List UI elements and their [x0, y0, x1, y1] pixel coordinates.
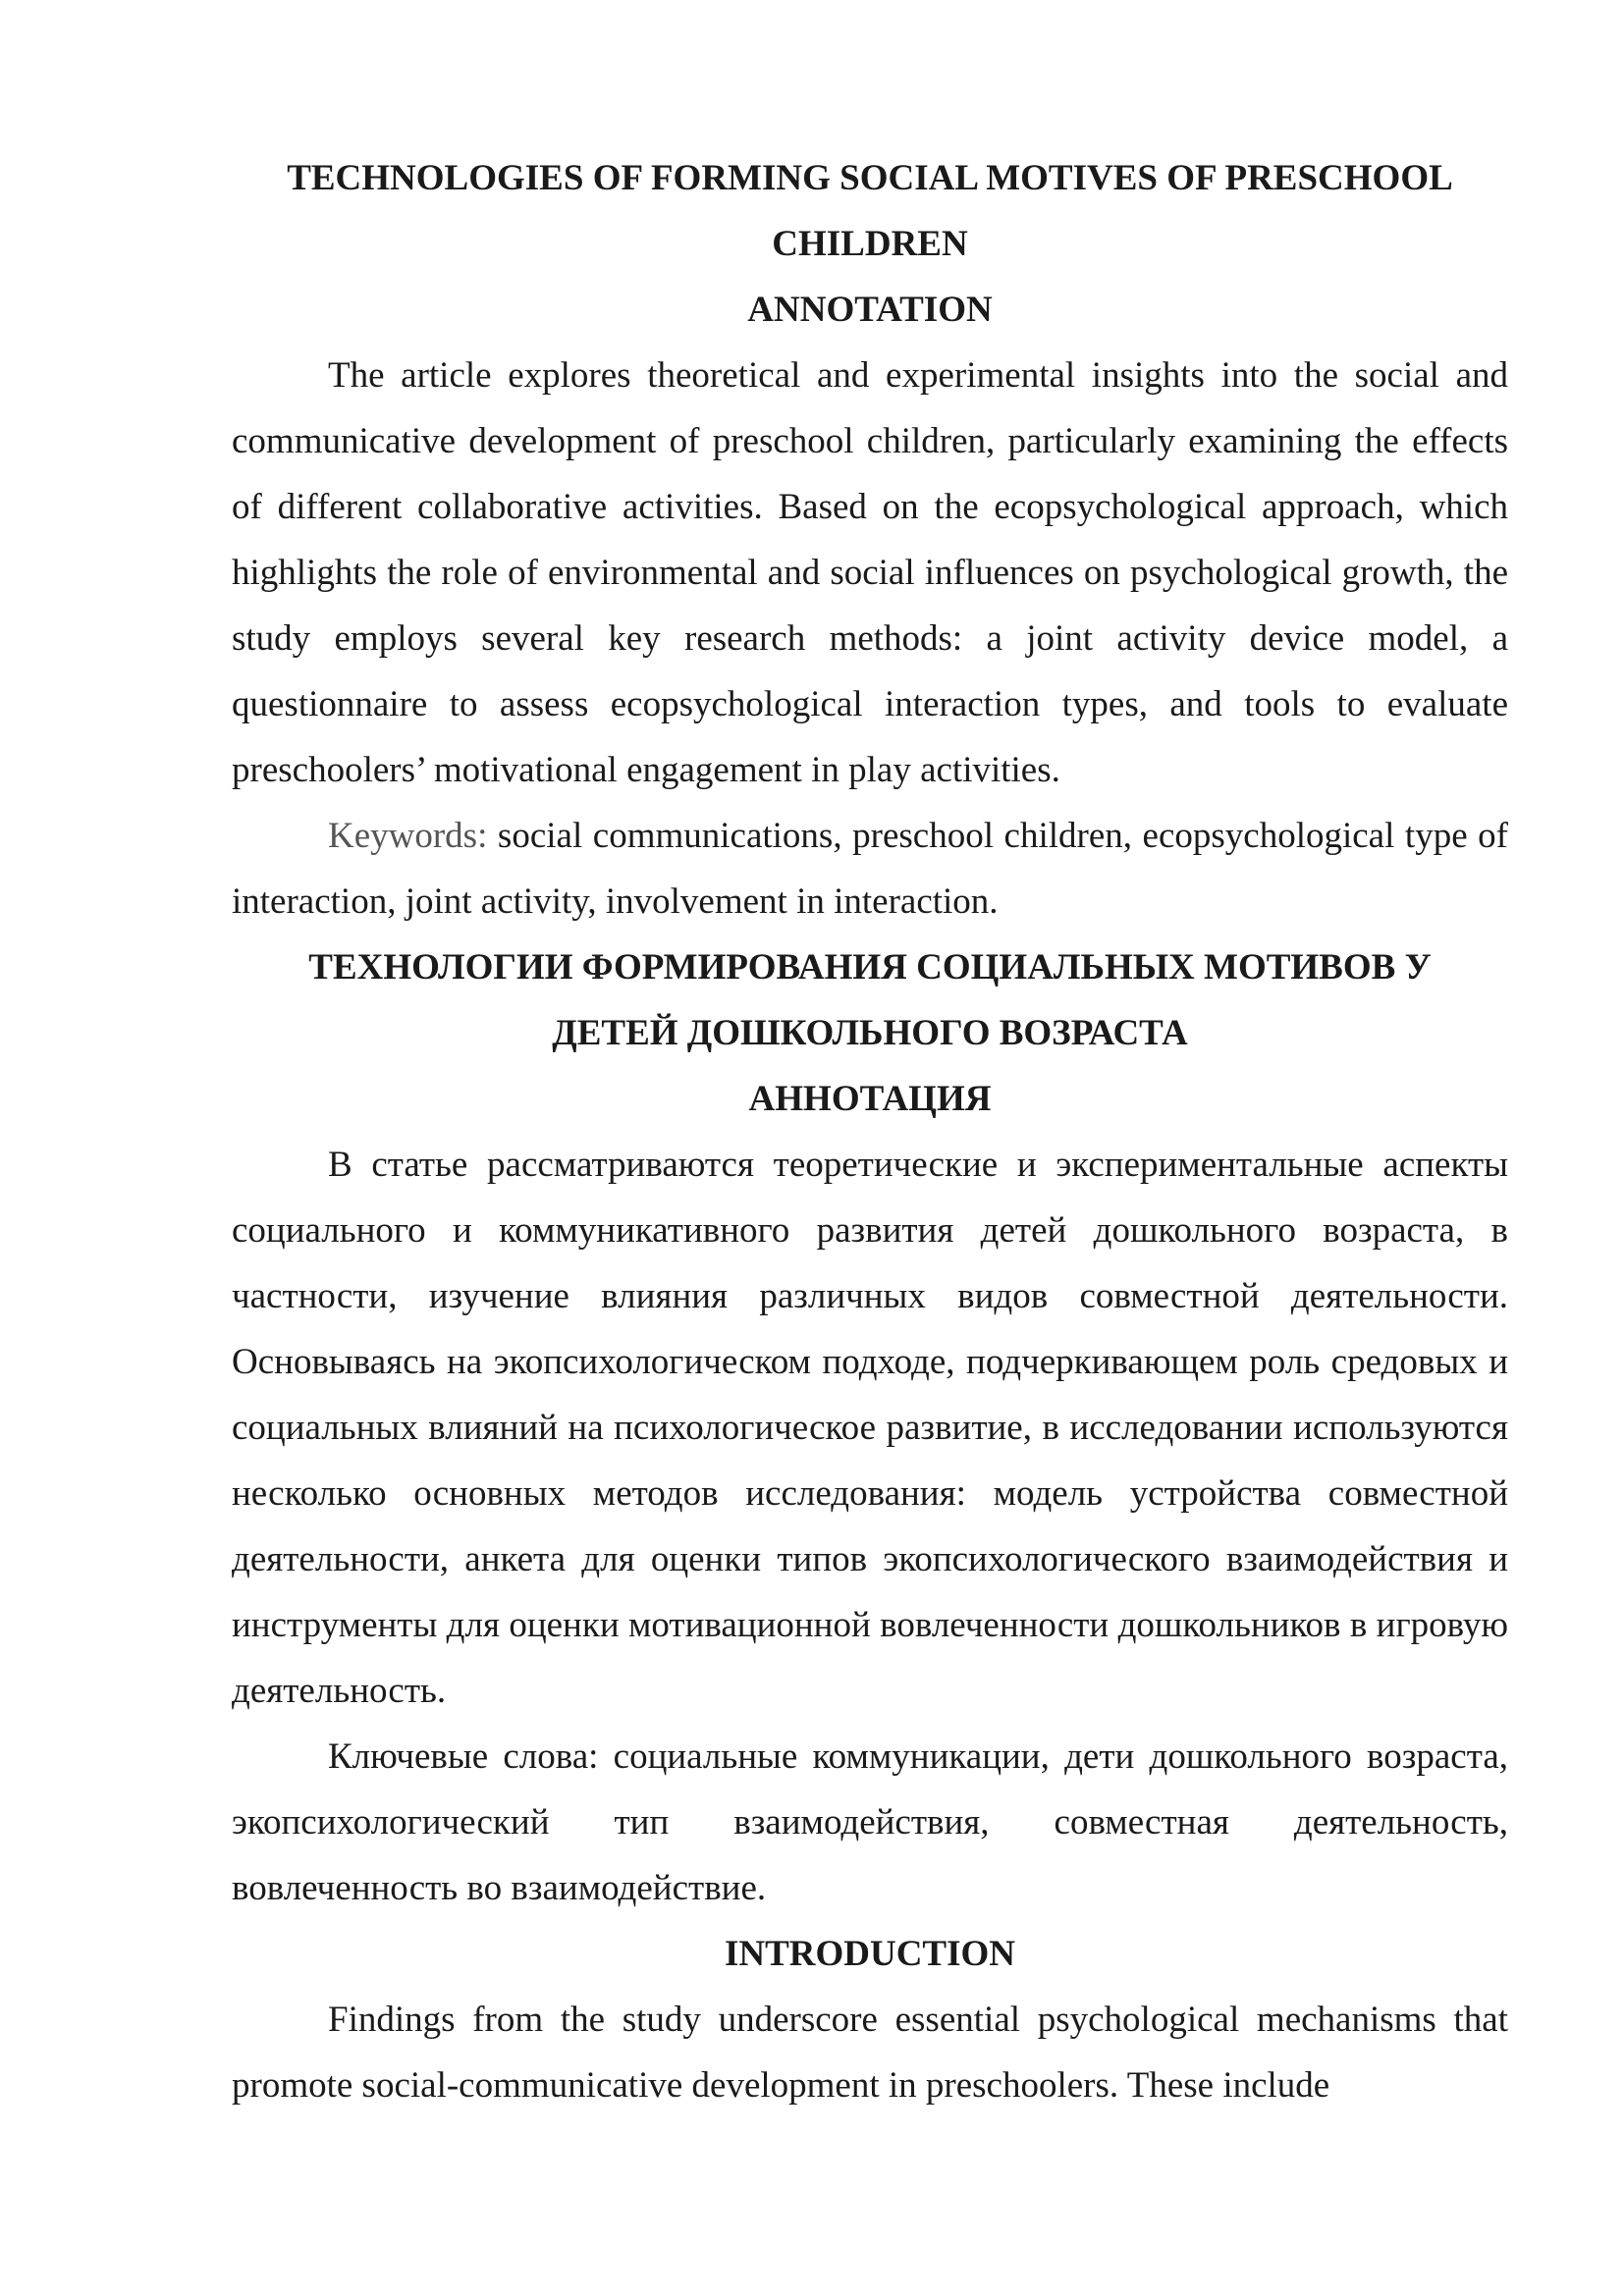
- english-keywords-text: social communications, preschool children, ecopsychological type of interaction, joint activity, involvement in interaction.: [232, 816, 1508, 922]
- english-annotation-heading: ANNOTATION: [747, 290, 993, 330]
- introduction-heading: INTRODUCTION: [724, 1934, 1016, 1974]
- introduction-text: Findings from the study underscore essential psychological mechanisms that promote social-communicative development in preschoolers. These include: [232, 2000, 1508, 2106]
- russian-title-line-2: ДЕТЕЙ ДОШКОЛЬНОГО ВОЗРАСТА: [552, 1013, 1188, 1053]
- english-title-line-2: CHILDREN: [772, 224, 968, 264]
- document-page: [232, 145, 1508, 2118]
- english-keywords: [232, 803, 1508, 934]
- english-title-line-1: TECHNOLOGIES OF FORMING SOCIAL MOTIVES OF PRESCHOOL: [287, 158, 1453, 198]
- russian-annotation-text: В статье рассматриваются теоретические и экспериментальные аспекты социального и коммуникативного развития детей дошкольного возраста, в частности, изучение влияния различных видов совместной деятельности. Основываясь на экопсихологическом подходе, подчеркивающем роль средовых и социальных влияний на психологическое развитие, в исследовании используются несколько основных методов исследования: модель устройства совместной деятельности, анкета для оценки типов экопсихологического взаимодействия и инструменты для оценки мотивационной вовлеченности дошкольников в игровую деятельность.: [232, 1145, 1508, 1711]
- english-annotation-text: The article explores theoretical and experimental insights into the social and communicative development of preschool children, particularly examining the effects of different collaborative activities. Based on the ecopsychological approach, which highlights the role of environmental and social influences on psychological growth, the study employs several key research methods: a joint activity device model, a questionnaire to assess ecopsychological interaction types, and tools to evaluate preschoolers’ motivational engagement in play activities.: [232, 355, 1508, 790]
- english-keywords-label: Keywords:: [328, 816, 488, 856]
- russian-title-line-1: ТЕХНОЛОГИИ ФОРМИРОВАНИЯ СОЦИАЛЬНЫХ МОТИВОВ У: [308, 947, 1432, 988]
- russian-annotation-heading: АННОТАЦИЯ: [748, 1079, 992, 1119]
- russian-keywords: Ключевые слова: социальные коммуникации, дети дошкольного возраста, экопсихологический тип взаимодействия, совместная деятельность, вовлеченность во взаимодействие.: [232, 1736, 1508, 1908]
